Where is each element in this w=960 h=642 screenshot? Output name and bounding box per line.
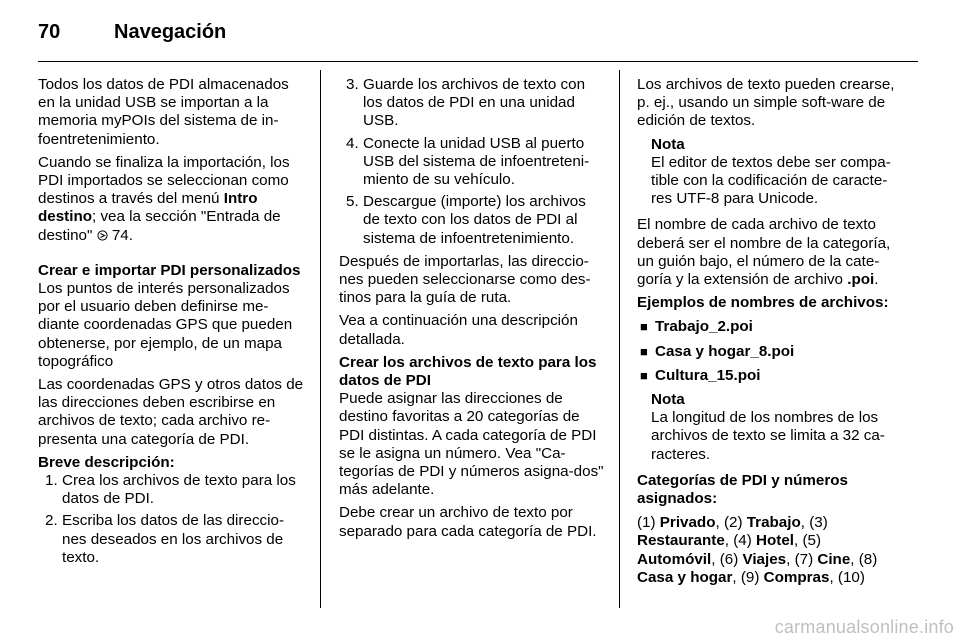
paragraph-text: Cuando se finaliza la importación, los PDI importados se seleccionan como destinos a través del menú	[38, 153, 290, 208]
paragraph	[637, 216, 903, 289]
section-heading: Categorías de PDI y números asignados:	[637, 471, 849, 508]
step-text: Guarde los archivos de texto con los datos de PDI en una unidad USB.	[363, 76, 586, 130]
separator: ,	[850, 550, 859, 568]
category-number: (8)	[858, 550, 878, 568]
step-number: 4.	[346, 134, 359, 152]
step-text: Descargue (importe) los archivos de texto con los datos de PDI al sistema de infoentretenimiento.	[363, 193, 586, 247]
step-text: Escriba los datos de las direccio-nes deseados en los archivos de texto.	[62, 512, 285, 566]
note-title: Nota	[651, 135, 685, 153]
list-item: ■ Casa y hogar_8.poi	[637, 343, 903, 361]
column-divider	[619, 70, 620, 608]
category-number: (9)	[740, 568, 764, 586]
separator: ,	[715, 514, 724, 532]
note-text: La longitud de los nombres de los archivos de texto se limita a 32 ca-racteres.	[651, 409, 885, 463]
list-item	[339, 76, 605, 131]
category-number: (5)	[802, 532, 821, 550]
paragraph: Todos los datos de PDI almacenados en la unidad USB se importan a la memoria myPOIs del sistema de in-foentretenimiento.	[38, 76, 289, 148]
list-item	[38, 472, 304, 508]
list-item: ■ Cultura_15.poi	[637, 367, 903, 385]
category-list	[637, 514, 903, 587]
column-divider	[320, 70, 321, 608]
step-number: 5.	[346, 193, 359, 211]
page-ref-icon	[97, 227, 108, 244]
category-name: Trabajo	[746, 514, 801, 532]
page-number: 70	[38, 20, 61, 43]
category-number: (10)	[837, 568, 865, 586]
page-header	[38, 14, 226, 50]
step-text: Crea los archivos de texto para los datos de PDI.	[62, 472, 296, 508]
category-number: (2)	[723, 514, 747, 532]
list-item	[339, 135, 605, 190]
list-item	[339, 193, 605, 248]
category-number: (4)	[733, 532, 757, 550]
note-box	[637, 391, 903, 464]
category-number: (3)	[809, 514, 828, 532]
header-divider	[38, 61, 918, 62]
step-number: 2.	[45, 512, 58, 530]
category-name: Viajes	[742, 550, 787, 568]
category-name: Restaurante	[637, 532, 725, 550]
paragraph-text: El nombre de cada archivo de texto deberá ser el nombre de la categoría, un guión bajo, el número de la cate-goría y la extensión de archivo	[637, 216, 891, 289]
category-name: Cine	[817, 550, 851, 568]
separator: ,	[711, 550, 720, 568]
separator: ,	[732, 568, 741, 586]
page-title: Navegación	[114, 20, 227, 43]
category-name: Compras	[763, 568, 830, 586]
paragraph: Después de importarlas, las direccio-nes pueden seleccionarse como des-tinos para la guía de ruta.	[339, 252, 591, 307]
note-box	[637, 136, 903, 209]
category-name: Automóvil	[637, 550, 712, 568]
category-name: Casa y hogar	[637, 568, 733, 586]
separator: ,	[800, 514, 810, 532]
separator: ,	[829, 568, 838, 586]
section-heading: Crear los archivos de texto para los datos de PDI	[339, 353, 597, 390]
steps-list	[38, 472, 304, 567]
category-number: (1)	[637, 514, 660, 532]
category-name: Hotel	[756, 532, 794, 550]
column-3	[637, 76, 903, 592]
paragraph-text: ; vea la sección "Entrada de destino"	[38, 208, 281, 244]
paragraph: Debe crear un archivo de texto por separado para cada categoría de PDI.	[339, 504, 597, 540]
page-ref: 74.	[111, 226, 133, 244]
section-heading: Breve descripción:	[38, 453, 175, 471]
step-number: 3.	[346, 76, 359, 93]
section-heading: Ejemplos de nombres de archivos:	[637, 294, 889, 312]
step-text: Conecte la unidad USB al puerto USB del sistema de infoentreteni-miento de su vehículo.	[363, 134, 590, 189]
paragraph	[38, 154, 304, 245]
category-number: (6)	[719, 550, 743, 568]
column-2	[339, 76, 605, 546]
paragraph-text: .	[874, 271, 879, 289]
note-text: El editor de textos debe ser compa-tible con la codificación de caracte-res UTF-8 para Unicode.	[651, 153, 891, 208]
category-number: (7)	[794, 550, 818, 568]
column-1	[38, 76, 304, 572]
separator: ,	[724, 532, 734, 550]
separator: ,	[786, 550, 795, 568]
steps-list	[339, 76, 605, 248]
list-item	[38, 512, 304, 567]
category-name: Privado	[659, 514, 716, 532]
paragraph: Los puntos de interés personalizados por el usuario deben definirse me-diante coordenadas GPS que pueden obtenerse, por ejemplo, de un mapa topográfico	[38, 280, 293, 370]
note-title: Nota	[651, 391, 685, 409]
section-heading: Crear e importar PDI personalizados	[38, 261, 301, 279]
paragraph: Vea a continuación una descripción detallada.	[339, 312, 578, 348]
paragraph: Las coordenadas GPS y otros datos de las direcciones deben escribirse en archivos de texto; cada archivo re-presenta una categoría de PDI.	[38, 376, 304, 448]
watermark: carmanualsonline.info	[774, 617, 954, 637]
examples-list	[637, 318, 903, 385]
list-item: ■ Trabajo_2.poi	[637, 318, 903, 336]
step-number: 1.	[45, 472, 58, 490]
paragraph: Los archivos de texto pueden crearse, p. ej., usando un simple soft-ware de edición de textos.	[637, 76, 895, 130]
separator: ,	[793, 532, 803, 550]
paragraph: Puede asignar las direcciones de destino favoritas a 20 categorías de PDI distintas. A cada categoría de PDI se le asigna un número. Vea "Ca-tegorías de PDI y números asigna-dos" más adelante.	[339, 390, 604, 499]
file-extension: .poi	[847, 271, 875, 289]
menu-name: Intro destino	[38, 190, 258, 226]
